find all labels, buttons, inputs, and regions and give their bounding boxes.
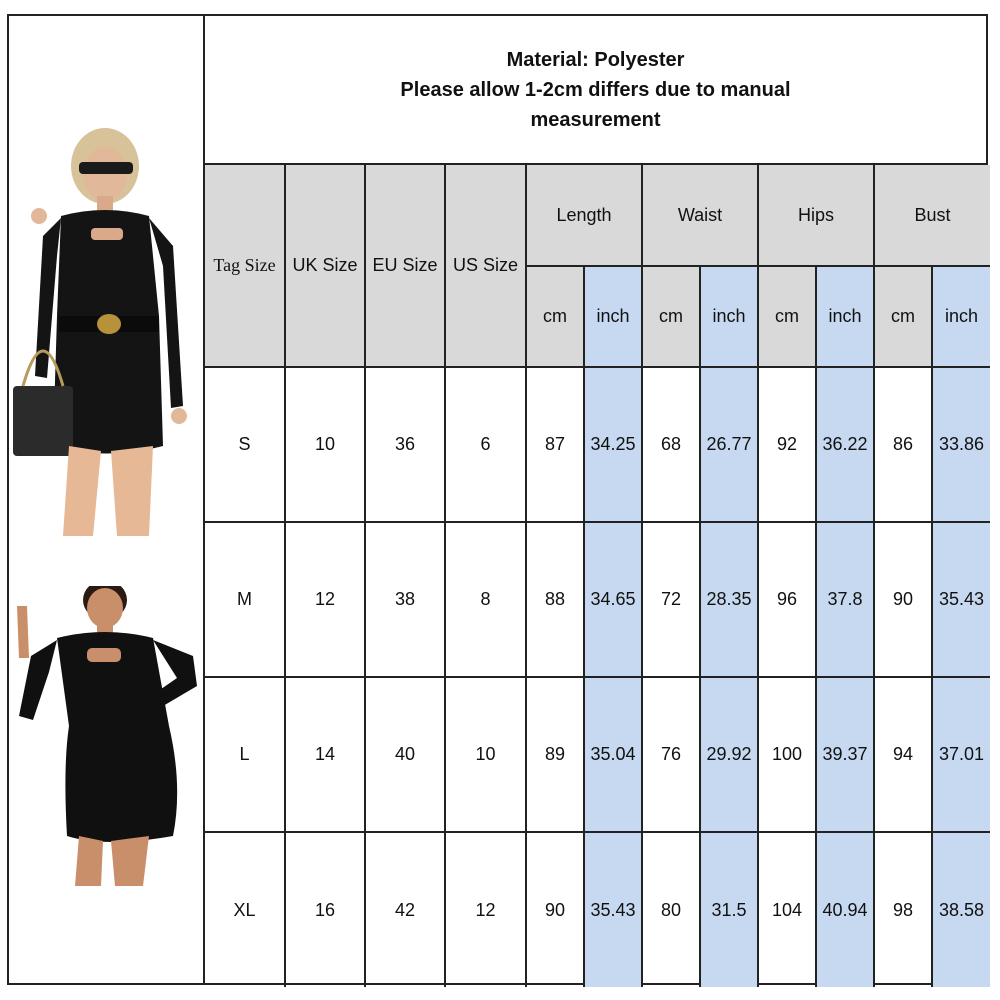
unit-inch-hips: inch (816, 266, 874, 367)
col-header-tag-size: Tag Size (205, 165, 285, 367)
col-header-waist: Waist (642, 165, 758, 266)
waist-cm-cell: 72 (642, 522, 700, 677)
waist-cm-cell: 68 (642, 367, 700, 522)
col-header-length: Length (526, 165, 642, 266)
bust-inch-cell: 35.43 (932, 522, 990, 677)
length-cm-cell: 89 (526, 677, 584, 832)
model-photos (9, 16, 205, 983)
bust-cm-cell: 94 (874, 677, 932, 832)
us-size-cell: 6 (445, 367, 526, 522)
chart-header (205, 16, 986, 165)
length-cm-cell: 88 (526, 522, 584, 677)
hips-inch-cell: 37.8 (816, 522, 874, 677)
model-photo-top (13, 116, 201, 536)
tag-size-cell: M (205, 522, 285, 677)
hips-inch-cell: 40.94 (816, 832, 874, 987)
unit-inch-bust: inch (932, 266, 990, 367)
length-inch-cell: 34.25 (584, 367, 642, 522)
measurement-note: Please allow 1-2cm differs due to manual (400, 78, 791, 101)
bust-inch-cell: 38.58 (932, 832, 990, 987)
tag-size-cell: L (205, 677, 285, 832)
col-header-eu-size: EU Size (365, 165, 445, 367)
unit-inch-waist: inch (700, 266, 758, 367)
length-inch-cell: 34.65 (584, 522, 642, 677)
eu-size-cell: 42 (365, 832, 445, 987)
length-inch-cell: 35.04 (584, 677, 642, 832)
hips-cm-cell: 100 (758, 677, 816, 832)
hips-inch-cell: 36.22 (816, 367, 874, 522)
unit-inch-length: inch (584, 266, 642, 367)
hips-cm-cell: 104 (758, 832, 816, 987)
eu-size-cell: 38 (365, 522, 445, 677)
eu-size-cell: 40 (365, 677, 445, 832)
waist-inch-cell: 28.35 (700, 522, 758, 677)
model-photo-bottom (13, 586, 201, 896)
measurement-note-cont: measurement (530, 108, 661, 131)
bust-cm-cell: 98 (874, 832, 932, 987)
bust-inch-cell: 37.01 (932, 677, 990, 832)
col-header-uk-size: UK Size (285, 165, 365, 367)
tag-size-cell: XL (205, 832, 285, 987)
size-chart (7, 14, 988, 985)
bust-inch-cell: 33.86 (932, 367, 990, 522)
waist-inch-cell: 26.77 (700, 367, 758, 522)
hips-inch-cell: 39.37 (816, 677, 874, 832)
material-label: Material: Polyester (506, 48, 685, 71)
uk-size-cell: 16 (285, 832, 365, 987)
unit-cm-length: cm (526, 266, 584, 367)
table-row (205, 677, 990, 832)
uk-size-cell: 14 (285, 677, 365, 832)
tag-size-cell: S (205, 367, 285, 522)
us-size-cell: 12 (445, 832, 526, 987)
eu-size-cell: 36 (365, 367, 445, 522)
table-row (205, 367, 990, 522)
waist-cm-cell: 76 (642, 677, 700, 832)
waist-inch-cell: 31.5 (700, 832, 758, 987)
length-cm-cell: 90 (526, 832, 584, 987)
waist-inch-cell: 29.92 (700, 677, 758, 832)
unit-cm-bust: cm (874, 266, 932, 367)
bust-cm-cell: 90 (874, 522, 932, 677)
col-header-bust: Bust (874, 165, 990, 266)
size-table (205, 165, 990, 987)
unit-cm-hips: cm (758, 266, 816, 367)
uk-size-cell: 10 (285, 367, 365, 522)
us-size-cell: 8 (445, 522, 526, 677)
table-row (205, 522, 990, 677)
hips-cm-cell: 96 (758, 522, 816, 677)
bust-cm-cell: 86 (874, 367, 932, 522)
unit-cm-waist: cm (642, 266, 700, 367)
length-cm-cell: 87 (526, 367, 584, 522)
hips-cm-cell: 92 (758, 367, 816, 522)
col-header-hips: Hips (758, 165, 874, 266)
us-size-cell: 10 (445, 677, 526, 832)
table-row (205, 832, 990, 987)
length-inch-cell: 35.43 (584, 832, 642, 987)
uk-size-cell: 12 (285, 522, 365, 677)
col-header-us-size: US Size (445, 165, 526, 367)
waist-cm-cell: 80 (642, 832, 700, 987)
